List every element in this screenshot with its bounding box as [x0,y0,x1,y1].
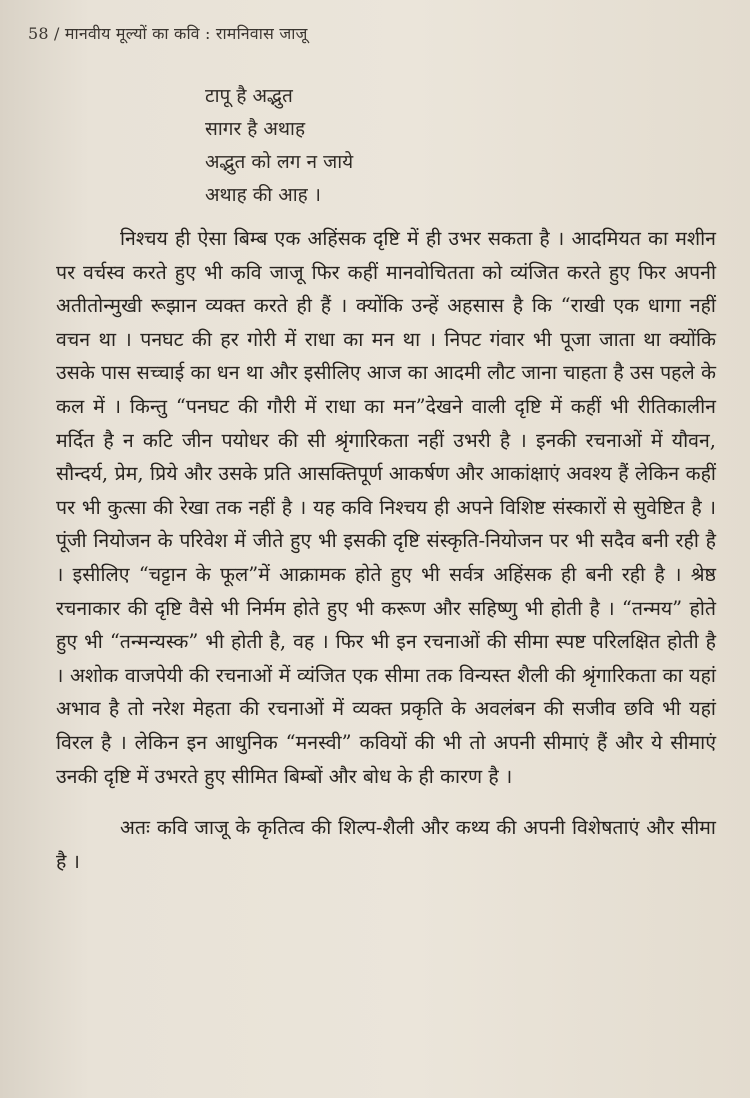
poem-line: टापू है अद्भुत [205,85,293,107]
poem-line: अथाह की आह । [205,184,322,206]
body-text [56,222,716,878]
paragraph: निश्चय ही ऐसा बिम्ब एक अहिंसक दृष्टि में ही उभर सकता है । आदमियत का मशीन पर वर्चस्व करते हुए भी कवि जाजू फिर कहीं मानवोचितता को व्यंजित करते हुए फिर अपनी अतीतोन्मुखी रूझान व्यक्त करते ही हैं । क्योंकि उन्हें अहसास है कि “राखी एक धागा नहीं वचन था । पनघट की हर गोरी में राधा का मन था । निपट गंवार भी पूजा जाता था क्योंकि उसके पास सच्चाई का धन था और इसीलिए आज का आदमी लौट जाना चाहता है उस पहले के कल में । किन्तु “पनघट की गौरी में राधा का मन”देखने वाली दृष्टि में कहीं भी रीतिकालीन मर्दित है न कटि जीन पयोधर की सी श्रृंगारिकता नहीं उभरी है । इनकी रचनाओं में यौवन, सौन्दर्य, प्रेम, प्रिये और उसके प्रति आसक्तिपूर्ण आकर्षण और आकांक्षाएं अवश्य हैं लेकिन कहीं पर भी कुत्सा की रेखा तक नहीं है । यह कवि निश्चय ही अपने विशिष्ट संस्कारों से सुवेष्टित है । पूंजी नियोजन के परिवेश में जीते हुए भी इसकी दृष्टि संस्कृति-नियोजन पर भी सदैव बनी रही है । इसीलिए “चट्टान के फूल”में आक्रामक होते हुए भी सर्वत्र अहिंसक ही बनी रही है । श्रेष्ठ रचनाकार की दृष्टि वैसे भी निर्मम होते हुए भी करूण और सहिष्णु भी होती है । “तन्मय” होते हुए भी “तन्मन्यस्क” भी होती है, वह । फिर भी इन रचनाओं की सीमा स्पष्ट परिलक्षित होती है । अशोक वाजपेयी की रचनाओं में व्यंजित एक सीमा तक विन्यस्त शैली की श्रृंगारिकता का यहां अभाव है तो नरेश मेहता की रचनाओं में व्यक्त प्रकृति के अवलंबन की सजीव छवि भी यहां विरल है । लेकिन इन आधुनिक “मनस्वी” कवियों की भी तो अपनी सीमाएं हैं और ये सीमाएं उनकी दृष्टि में उभरते हुए सीमित बिम्बों और बोध के ही कारण है । [56,227,716,788]
poem-line: अद्भुत को लग न जाये [205,151,354,173]
running-head: 58 / मानवीय मूल्यों का कवि : रामनिवास जाजू [28,24,308,43]
poem-line: सागर है अथाह [205,118,306,140]
paragraph: अतः कवि जाजू के कृतित्व की शिल्प-शैली और कथ्य की अपनी विशेषताएं और सीमा है । [56,816,716,873]
poem-excerpt [205,80,353,212]
